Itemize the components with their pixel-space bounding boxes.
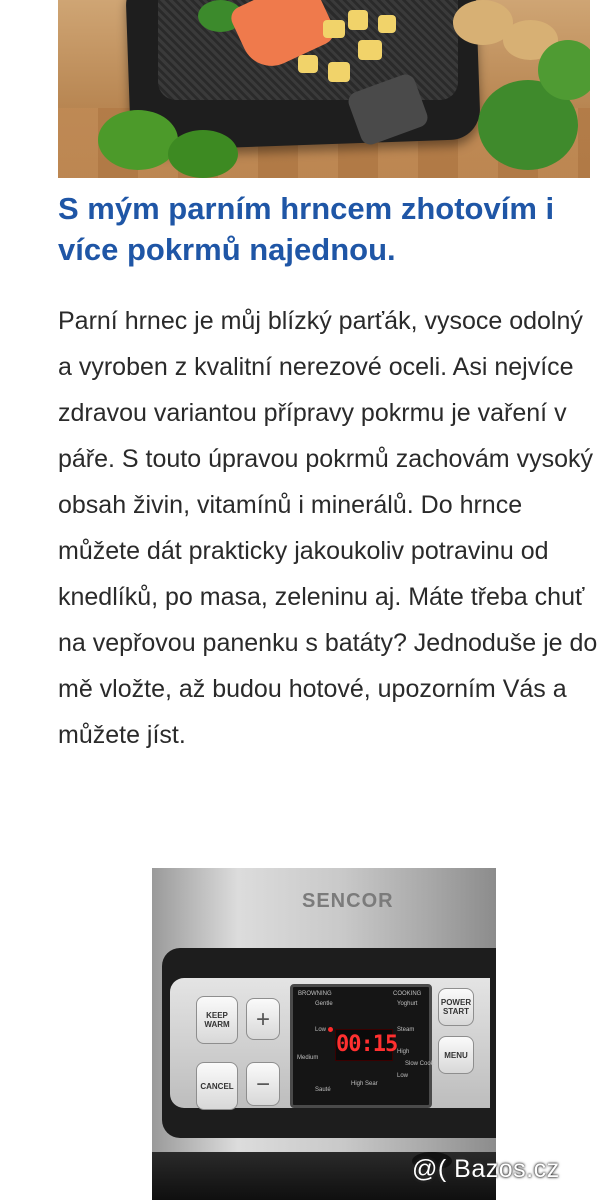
timer-display: 00:15: [335, 1029, 393, 1061]
low-label: Low: [315, 1027, 327, 1033]
food-basket-photo: [58, 0, 590, 178]
article-headline: S mým parním hrncem zhotovím i více pokrmů najednou.: [58, 191, 555, 267]
low-cook-label: Low: [397, 1073, 409, 1079]
plus-button: +: [246, 998, 280, 1040]
herb-leaves: [168, 130, 238, 178]
herb-leaves: [538, 40, 590, 100]
saute-label: Sauté: [315, 1087, 331, 1093]
medium-label: Medium: [297, 1055, 319, 1061]
brand-logo: SENCOR: [302, 890, 394, 912]
potato-cube: [328, 62, 350, 82]
potato-cube: [378, 15, 396, 33]
yoghurt-label: Yoghurt: [397, 1001, 418, 1007]
low-indicator: [328, 1027, 333, 1032]
slow-cook-label: Slow Cook: [405, 1061, 434, 1067]
potato-cube: [348, 10, 368, 30]
power-start-button: POWER START: [438, 988, 474, 1026]
high-label: High: [397, 1049, 410, 1055]
high-sear-label: High Sear: [351, 1081, 378, 1087]
display-screen: [290, 984, 432, 1108]
potato-cube: [298, 55, 318, 73]
steam-label: Steam: [397, 1027, 415, 1033]
menu-button: MENU: [438, 1036, 474, 1074]
gentle-label: Gentle: [315, 1001, 333, 1007]
potato-cube: [323, 20, 345, 38]
cancel-button: CANCEL: [196, 1062, 238, 1110]
potato-cube: [358, 40, 382, 60]
minus-button: −: [246, 1062, 280, 1106]
browning-label: BROWNING: [298, 991, 332, 997]
cooking-label: COOKING: [393, 991, 422, 997]
steamer-device-photo: [152, 868, 496, 1200]
keep-warm-button: KEEP WARM: [196, 996, 238, 1044]
article-paragraph: Parní hrnec je můj blízký parťák, vysoce odolný a vyroben z kvalitní nerezové oceli. Asi nejvíce zdravou variantou přípravy pokrmu je vaření v páře. S touto úpravou pokrmů zachovám vysoký obsah živin, vitamínů i minerálů. Do hrnce můžete dát prakticky jakoukoliv potravinu od knedlíků, po masa, zeleninu aj. Máte třeba chuť na vepřovou panenku s batáty? Jednoduše je do mě vložte, až budou hotové, upozorním Vás a můžete jíst.: [58, 307, 598, 749]
bazos-watermark: @( Bazos.cz: [412, 1155, 560, 1183]
herb-leaves: [98, 110, 178, 170]
